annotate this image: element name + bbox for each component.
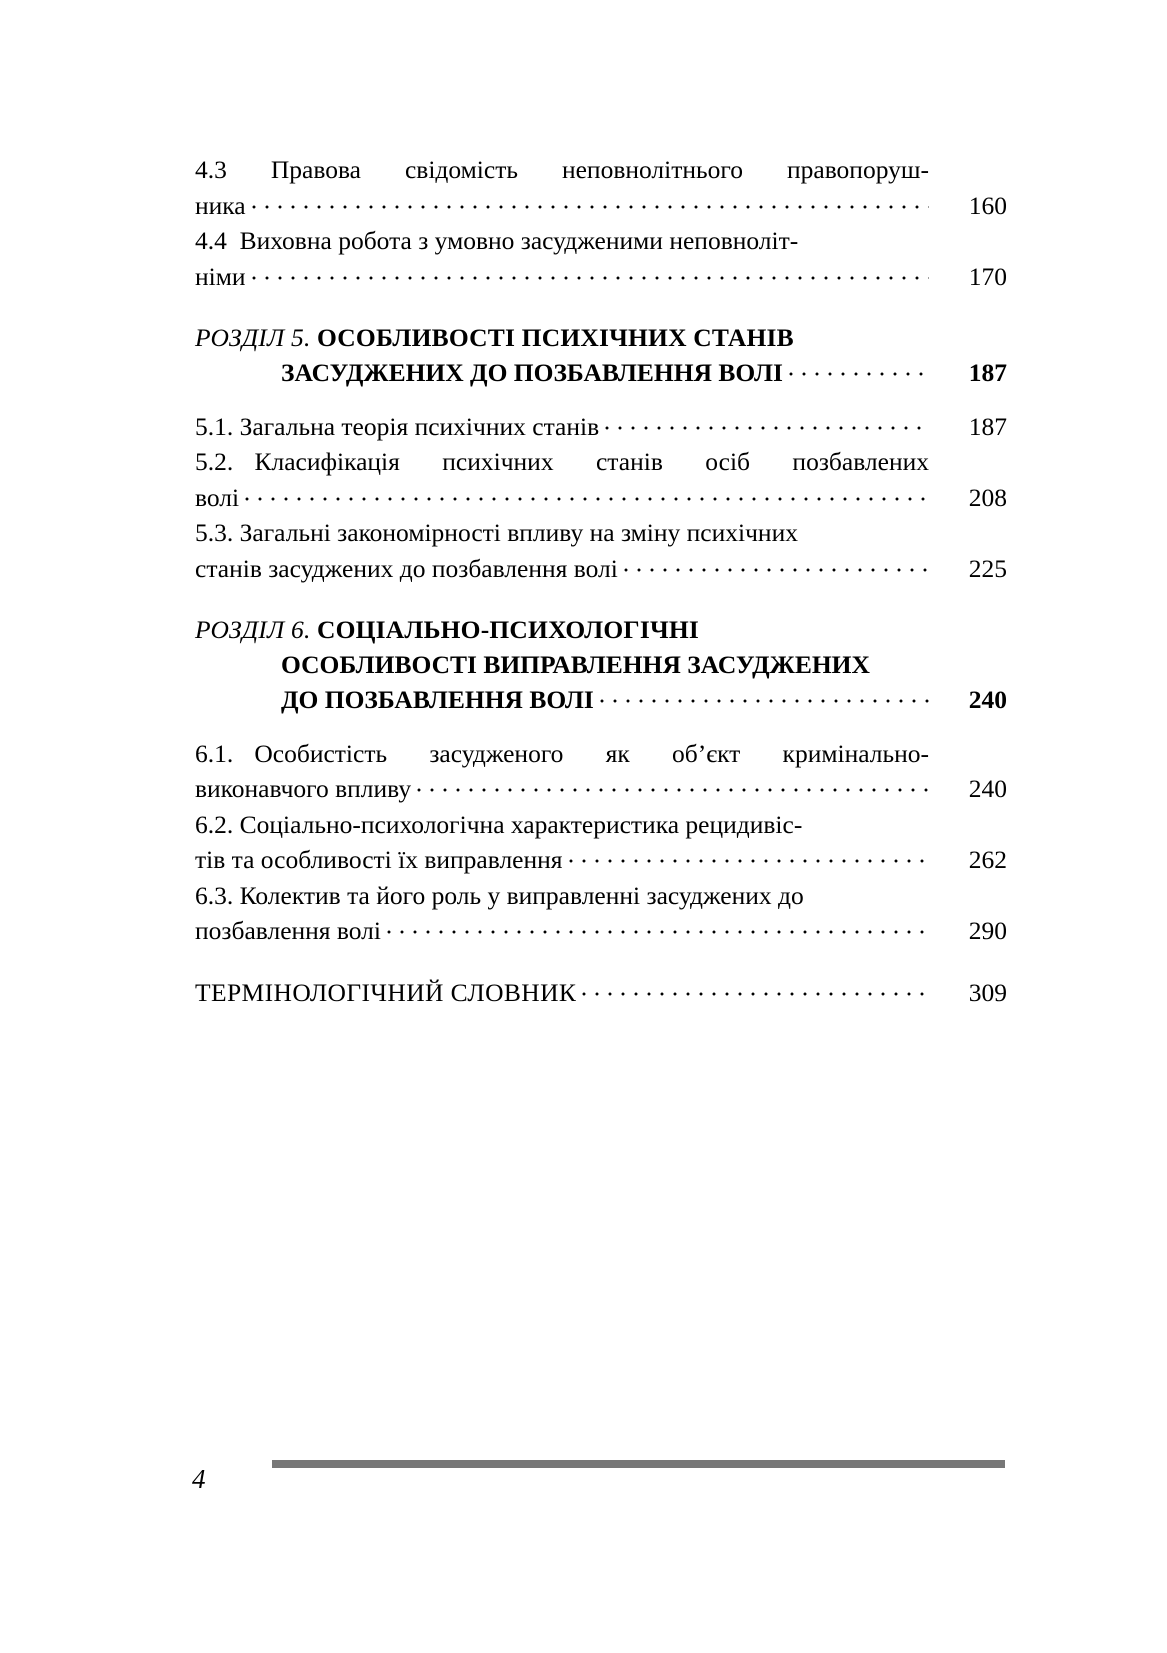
toc-page-number: 187 (968, 411, 1007, 441)
section-spacer (195, 586, 1007, 612)
chapter-heading-line-1 (195, 612, 1007, 682)
chapter-title-part-3: ДО ПОЗБАВЛЕННЯ ВОЛІ (281, 685, 594, 714)
toc-page-number: 187 (968, 358, 1007, 387)
toc-page-number: 225 (968, 553, 1007, 583)
toc-entry-5-3[interactable] (195, 515, 1007, 586)
toc-entry-5-1[interactable] (195, 409, 1007, 445)
toc-page-number: 208 (968, 482, 1007, 512)
chapter-label: РОЗДІЛ 5. (195, 323, 311, 352)
toc-entry-last-line (195, 975, 1007, 1011)
leader-dots (582, 992, 929, 998)
glossary-title: ТЕРМІНОЛОГІЧНИЙ СЛОВНИК (195, 977, 577, 1007)
page-footer (0, 1452, 1167, 1512)
chapter-heading-line-2 (195, 355, 1007, 391)
chapter-title-part-2: ОСОБЛИВОСТІ ВИПРАВЛЕННЯ ЗАСУДЖЕНИХ (281, 650, 870, 679)
toc-entry-text-line: 6.3. Колектив та його роль у виправленні засуджених до (195, 880, 804, 910)
toc-entry-text-line: 4.3 Правова свідомість неповнолітнього правопоруш- (195, 155, 929, 184)
toc-entry-text-continuation: позбавлення волі (195, 916, 381, 945)
section-spacer (195, 391, 1007, 409)
toc-entry-chapter-5[interactable] (195, 320, 1007, 391)
folio-page-number: 4 (192, 1464, 206, 1494)
table-of-contents (195, 152, 1007, 1010)
toc-entry-last-line (195, 551, 1007, 587)
toc-page-number: 240 (968, 774, 1007, 803)
chapter-heading-line-1 (195, 320, 1007, 355)
toc-entry-5-2[interactable] (195, 444, 1007, 515)
toc-entry-chapter-6[interactable] (195, 612, 1007, 718)
toc-page-number: 290 (968, 916, 1007, 945)
chapter-title-part-1: СОЦІАЛЬНО-ПСИХОЛОГІЧНІ (316, 615, 700, 644)
toc-entry-4-4[interactable] (195, 223, 1007, 294)
leader-dots (252, 205, 929, 211)
toc-entry-text-continuation: німи (195, 261, 246, 291)
toc-entry-last-line (195, 259, 1007, 295)
footer-rule (272, 1460, 1005, 1468)
leader-dots (417, 788, 929, 794)
leader-dots (252, 276, 929, 282)
leader-dots (387, 930, 929, 936)
toc-entry-6-3[interactable] (195, 878, 1007, 949)
section-spacer (195, 949, 1007, 975)
toc-page-number: 262 (968, 845, 1007, 874)
toc-entry-last-line (195, 480, 1007, 516)
toc-entry-last-line (195, 409, 1007, 445)
chapter-heading-line-3 (195, 682, 1007, 718)
chapter-title-part-1: ОСОБЛИВОСТІ ПСИХІЧНИХ СТАНІВ (316, 323, 794, 352)
toc-entry-text-line: 5.3. Загальні закономірності впливу на зміну психічних (195, 518, 798, 547)
toc-entry-text-continuation: станів засуджених до позбавлення волі (195, 553, 618, 583)
toc-entry-last-line (195, 842, 1007, 878)
toc-entry-text-line: 6.1. Особистість засудженого як об’єкт кримінально- (195, 738, 929, 768)
toc-entry-4-3[interactable] (195, 152, 1007, 223)
leader-dots (600, 699, 929, 705)
chapter-label: РОЗДІЛ 6. (195, 615, 311, 644)
section-spacer (195, 718, 1007, 736)
toc-entry-last-line (195, 771, 1007, 807)
toc-page-number: 170 (968, 261, 1007, 291)
leader-dots (245, 497, 929, 503)
chapter-title-part-2: ЗАСУДЖЕНИХ ДО ПОЗБАВЛЕННЯ ВОЛІ (281, 358, 783, 387)
toc-entry-text-line: 6.2. Соціально-психологічна характеристика рецидивіс- (195, 809, 803, 839)
toc-entry-last-line (195, 188, 1007, 224)
toc-page-number: 160 (968, 190, 1007, 220)
toc-entry-last-line (195, 913, 1007, 949)
leader-dots (605, 426, 929, 432)
toc-entry-text-continuation: тів та особливості їх виправлення (195, 845, 563, 874)
toc-page-number: 309 (968, 977, 1007, 1007)
toc-entry-glossary[interactable] (195, 975, 1007, 1011)
toc-entry-text-continuation: виконавчого впливу (195, 774, 412, 803)
toc-entry-text-line: 5.2. Класифікація психічних станів осіб позбавлених (195, 447, 929, 476)
toc-entry-6-1[interactable] (195, 736, 1007, 807)
toc-entry-text-continuation: волі (195, 482, 240, 512)
toc-entry-text: 5.1. Загальна теорія психічних станів (195, 411, 600, 441)
toc-entry-6-2[interactable] (195, 807, 1007, 878)
toc-entry-text-line: 4.4 Виховна робота з умовно засудженими неповноліт- (195, 226, 799, 255)
leader-dots (624, 568, 929, 574)
toc-entry-text-continuation: ника (195, 190, 246, 220)
leader-dots (569, 859, 929, 865)
toc-page-number: 240 (968, 685, 1007, 714)
leader-dots (789, 372, 929, 378)
section-spacer (195, 294, 1007, 320)
